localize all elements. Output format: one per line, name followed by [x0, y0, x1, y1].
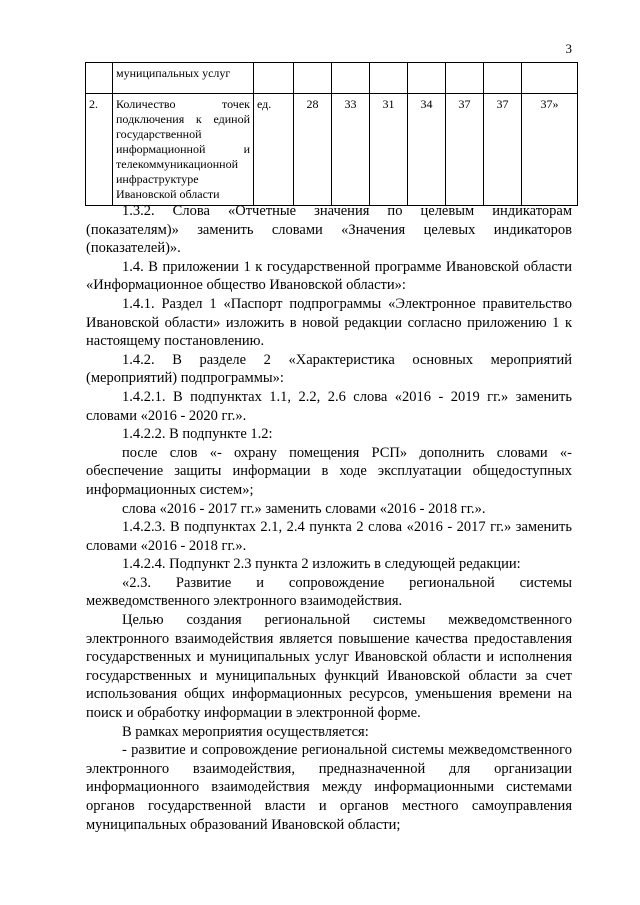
paragraph-goal: Целью создания региональной системы межведомственного электронного взаимодействия является повышение качества предоставления государственных и муниципальных услуг Ивановской области и исполнения государственных и муниципальных функций Ивановской области за счет использования общих информационных ресурсов, уменьшения времени на поиск и обработку информации в электронной форме. — [86, 612, 572, 722]
paragraph-after-words: после слов «- охрану помещения РСП» дополнить словами «- обеспечение защиты информации в ходе эксплуатации общедоступных информационных систем»; — [86, 444, 572, 498]
table-cell — [408, 63, 446, 94]
table-cell — [522, 63, 578, 94]
indicator-name-cell: Количество точек подключения к единой государственной информационной и телекоммуникационной инфраструктуре Ивановской области — [113, 94, 254, 206]
paragraph-words-replace: слова «2016 - 2017 гг.» заменить словами «2016 - 2018 гг.». — [122, 500, 486, 517]
value-cell: 33 — [332, 94, 370, 206]
paragraph-1-4-2-4: 1.4.2.4. Подпункт 2.3 пункта 2 изложить в следующей редакции: — [122, 556, 521, 573]
row-number-cell: 2. — [86, 94, 113, 206]
table-row — [86, 94, 578, 206]
indicator-table — [85, 62, 578, 206]
table-cell — [86, 63, 113, 94]
document-body — [86, 202, 572, 834]
paragraph-within-activity: В рамках мероприятия осуществляется: — [122, 723, 369, 740]
paragraph-1-4-2-1: 1.4.2.1. В подпунктах 1.1, 2.2, 2.6 слова «2016 - 2019 гг.» заменить словами «2016 - 2020 гг.». — [86, 388, 572, 424]
paragraph-1-4-2-2: 1.4.2.2. В подпункте 1.2: — [122, 426, 273, 443]
value-cell: 37» — [522, 94, 578, 206]
value-cell: 31 — [370, 94, 408, 206]
table-cell — [294, 63, 332, 94]
value-cell: 34 — [408, 94, 446, 206]
page-number: 3 — [565, 41, 572, 56]
paragraph-1-4: 1.4. В приложении 1 к государственной программе Ивановской области «Информационное общество Ивановской области»: — [86, 258, 572, 294]
paragraph-list-item: - развитие и сопровождение региональной системы межведомственного электронного взаимодействия, предназначенной для организации информационного взаимодействия между информационными системами органов государственной власти и органов местного самоуправления муниципальных образований Ивановской области; — [86, 742, 572, 833]
table-row — [86, 63, 578, 94]
unit-cell: ед. — [254, 94, 294, 206]
paragraph-1-3-2: 1.3.2. Слова «Отчетные значения по целевым индикаторам (показателям)» заменить словами «Значения целевых индикаторов (показателей)». — [86, 203, 572, 257]
table-cell — [332, 63, 370, 94]
value-cell: 28 — [294, 94, 332, 206]
value-cell: 37 — [446, 94, 484, 206]
paragraph-1-4-2: 1.4.2. В разделе 2 «Характеристика основных мероприятий (мероприятий) подпрограммы»: — [86, 351, 572, 387]
paragraph-1-4-1: 1.4.1. Раздел 1 «Паспорт подпрограммы «Электронное правительство Ивановской области» изложить в новой редакции согласно приложению 1 к настоящему постановлению. — [86, 295, 572, 350]
table-cell — [446, 63, 484, 94]
table-cell — [370, 63, 408, 94]
value-cell: 37 — [484, 94, 522, 206]
paragraph-1-4-2-3: 1.4.2.3. В подпунктах 2.1, 2.4 пункта 2 слова «2016 - 2017 гг.» заменить словами «2016 - 2018 гг.». — [86, 519, 572, 554]
table-cell — [484, 63, 522, 94]
paragraph-2-3: «2.3. Развитие и сопровождение региональной системы межведомственного электронного взаимодействия. — [86, 574, 572, 610]
table-cell: муниципальных услуг — [113, 63, 254, 94]
table-cell — [254, 63, 294, 94]
